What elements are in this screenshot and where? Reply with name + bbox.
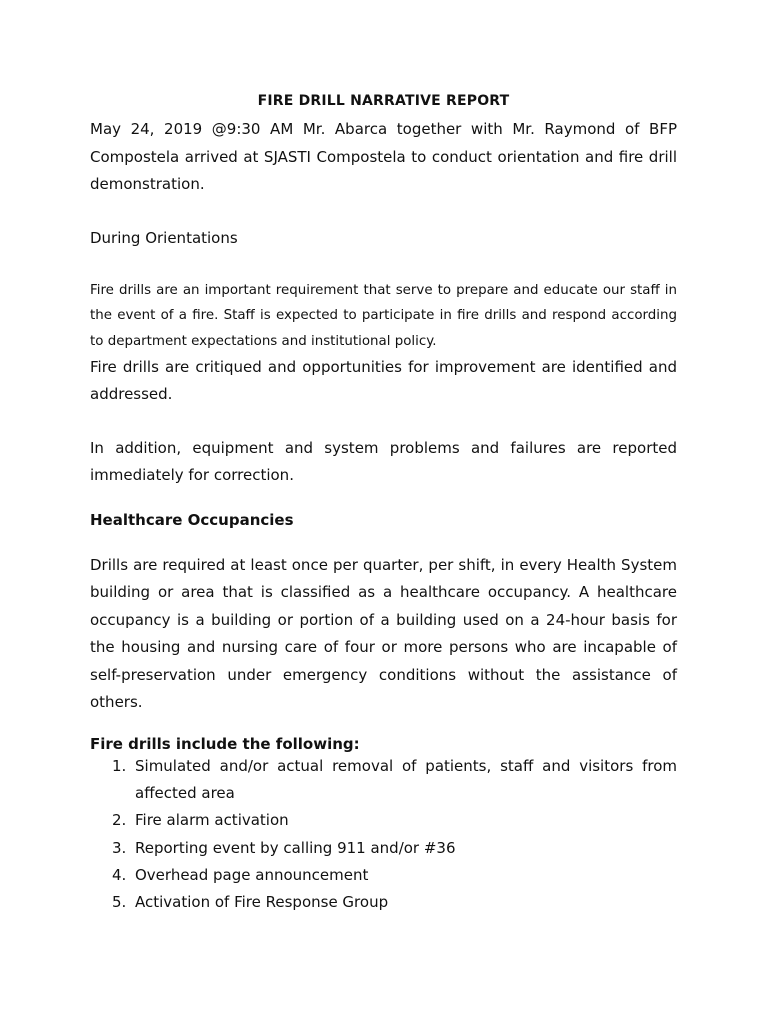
during-orientations-heading: During Orientations <box>90 228 238 247</box>
list-item <box>90 807 677 834</box>
list-item-text: Activation of Fire Response Group <box>135 892 389 911</box>
list-item <box>90 862 677 889</box>
healthcare-heading: Healthcare Occupancies <box>90 510 294 529</box>
spacer <box>90 534 677 552</box>
spacer <box>90 409 677 435</box>
spacer <box>90 717 677 735</box>
document-page <box>90 90 677 916</box>
list-item <box>90 889 677 916</box>
list-heading: Fire drills include the following: <box>90 734 360 753</box>
list-item <box>90 835 677 862</box>
spacer <box>90 199 677 225</box>
addition-paragraph: In addition, equipment and system problems and failures are reported immediately for correction. <box>90 438 677 485</box>
spacer <box>90 490 677 507</box>
spacer <box>90 252 677 278</box>
list-item-number: 3. <box>112 838 127 857</box>
list-item-number: 1. <box>112 756 127 775</box>
document-title: FIRE DRILL NARRATIVE REPORT <box>257 93 510 109</box>
healthcare-paragraph: Drills are required at least once per quarter, per shift, in every Health System building or area that is classified as a healthcare occupancy. A healthcare occupancy is a building or portion of a building used on a 24-hour basis for the housing and nursing care of four or more persons who are incapable of self-preservation under emergency conditions without the assistance of others. <box>90 555 677 712</box>
list-item <box>90 753 677 807</box>
intro-paragraph: May 24, 2019 @9:30 AM Mr. Abarca together with Mr. Raymond of BFP Compostela arrived at SJASTI Compostela to conduct orientation and fire drill demonstration. <box>90 120 677 193</box>
list-item-number: 5. <box>112 892 127 911</box>
list-item-text: Fire alarm activation <box>135 811 289 830</box>
critique-paragraph: Fire drills are critiqued and opportunities for improvement are identified and addressed. <box>90 357 677 404</box>
list-item-text: Overhead page announcement <box>135 865 369 884</box>
list-item-text: Simulated and/or actual removal of patients, staff and visitors from affected area <box>135 756 677 803</box>
list-item-number: 4. <box>112 865 127 884</box>
list-item-text: Reporting event by calling 911 and/or #36 <box>135 838 456 857</box>
requirement-paragraph: Fire drills are an important requirement that serve to prepare and educate our staff in the event of a fire. Staff is expected to participate in fire drills and respond according to department expectations and institutional policy. <box>90 283 677 349</box>
fire-drill-list <box>90 753 677 916</box>
list-item-number: 2. <box>112 811 127 830</box>
